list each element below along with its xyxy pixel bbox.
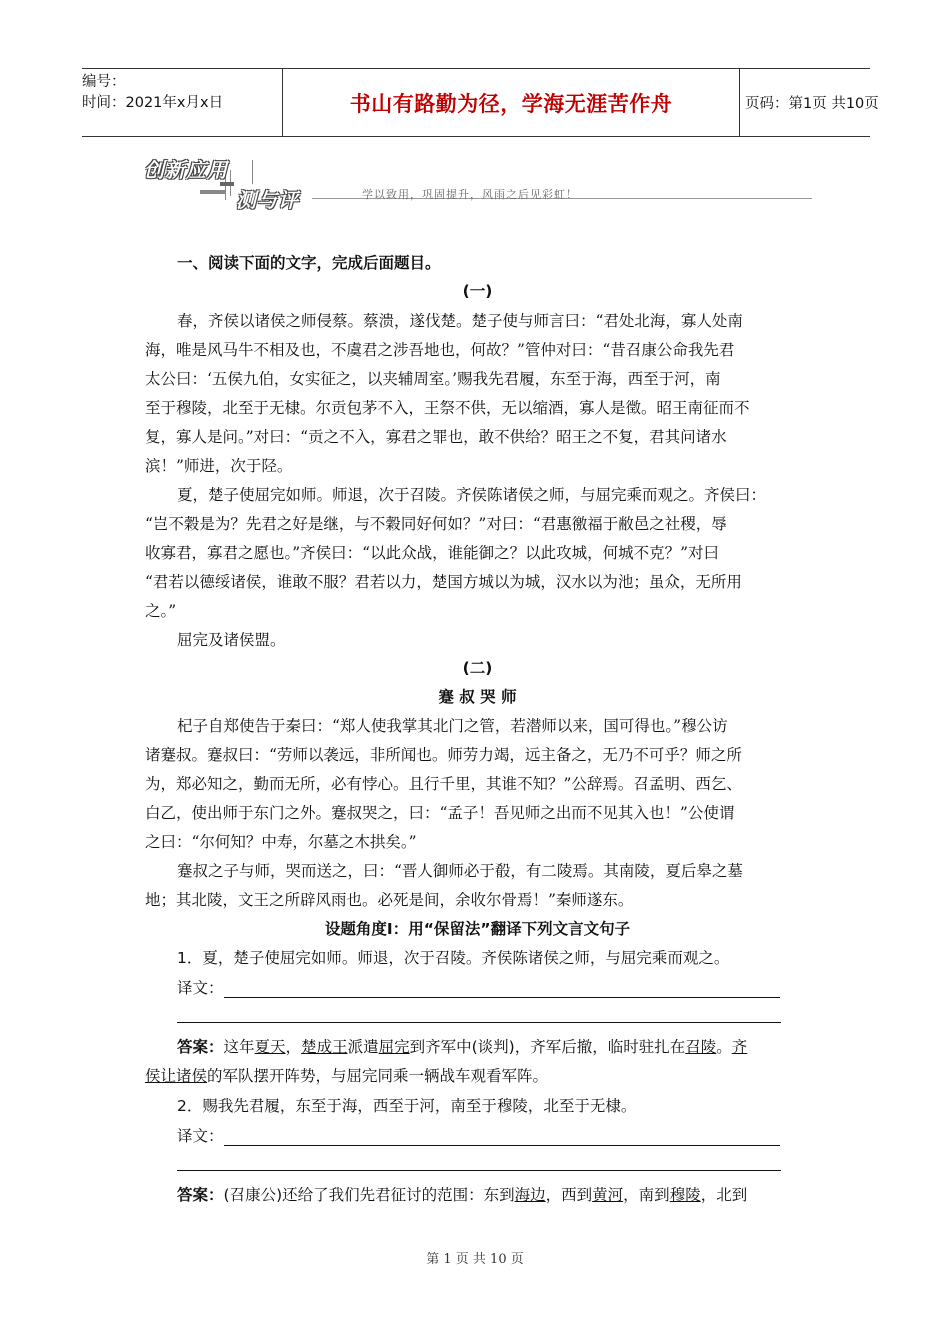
page-info: 页码：第1页 共10页 (745, 96, 879, 112)
answer-text: ， (285, 1038, 302, 1056)
text-line: 为，郑必知之，勤而无所，必有悖心。且行千里，其谁不知？”公辞焉。召孟明、西乞、 (145, 775, 742, 793)
answer-text: 这年 (223, 1038, 255, 1056)
banner-decoration (252, 160, 253, 184)
document-header (82, 68, 879, 137)
answer-text: ，西到 (545, 1186, 593, 1204)
q2-translation-row (177, 1124, 780, 1146)
answer-keyword: 楚成王 (301, 1038, 348, 1056)
answer-keyword: 齐 (731, 1038, 748, 1056)
answer-keyword: 夏天 (254, 1038, 286, 1056)
q1-answer-line-2 (145, 1064, 548, 1086)
text-line: 白乙，使出师于东门之外。蹇叔哭之，曰：“孟子！吾见师之出而不见其入也！”公使谓 (145, 804, 735, 822)
part2-title: 蹇 叔 哭 师 (438, 688, 517, 706)
question-1: 1．夏，楚子使屈完如师。师退，次于召陵。齐侯陈诸侯之师，与屈完乘而观之。 (177, 949, 730, 967)
banner-logo-bottom: 测与评 (236, 188, 299, 212)
answer-keyword: 召陵 (685, 1038, 717, 1056)
text-line: 蹇叔之子与师，哭而送之，曰：“晋人御师必于殽，有二陵焉。其南陵，夏后皋之墓 (177, 862, 743, 880)
text-line: 太公曰：‘五侯九伯，女实征之，以夹辅周室。’赐我先君履，东至于海，西至于河，南 (145, 370, 721, 388)
question-2: 2．赐我先君履，东至于海，西至于河，南至于穆陵，北至于无棣。 (177, 1097, 637, 1115)
angle-title: 设题角度Ⅰ：用“保留法”翻译下列文言文句子 (324, 920, 631, 938)
text-line: 之。” (145, 602, 177, 620)
answer-text: (召康公)还给了我们先君征讨的范围：东到 (223, 1186, 515, 1204)
text-line: 之曰：“尔何知？中寿，尔墓之木拱矣。” (145, 833, 417, 851)
answer-keyword: 屈完 (378, 1038, 410, 1056)
motto: 书山有路勤为径，学海无涯苦作舟 (349, 90, 673, 116)
part2-heading: (二) (462, 659, 493, 677)
text-line: 至于穆陵，北至于无棣。尔贡包茅不入，王祭不供，无以缩酒，寡人是徵。昭王南征而不 (145, 399, 750, 417)
translation-blank[interactable] (177, 1004, 781, 1023)
translation-blank[interactable] (224, 979, 780, 998)
text-line: 海，唯是风马牛不相及也，不虞君之涉吾地也，何故？”管仲对曰：“昔召康公命我先君 (145, 341, 735, 359)
text-line: 复，寡人是问。”对曰：“贡之不入，寡君之罪也，敢不供给？昭王之不复，君其问诸水 (145, 428, 727, 446)
text-line: 收寡君，寡君之愿也。”齐侯曰：“以此众战，谁能御之？以此攻城，何城不克？”对曰 (145, 544, 720, 562)
text-line: “君若以德绥诸侯，谁敢不服？君若以力，楚国方城以为城，汉水以为池；虽众，无所用 (145, 573, 742, 591)
q2-answer (177, 1183, 747, 1205)
section-banner (140, 152, 820, 212)
part1-heading: (一) (462, 282, 493, 300)
text-line: 滨！”师进，次于陉。 (145, 457, 293, 475)
text-line: 屈完及诸侯盟。 (177, 631, 286, 649)
answer-text: 到齐军中(谈判)，齐军后撤，临时驻扎在 (409, 1038, 686, 1056)
text-line: 春，齐侯以诸侯之师侵蔡。蔡溃，遂伐楚。楚子使与师言曰：“君处北海，寡人处南 (177, 312, 743, 330)
text-line: 杞子自郑使告于秦曰：“郑人使我掌其北门之管，若潜师以来，国可得也。”穆公访 (177, 717, 728, 735)
q1-translation-row (177, 976, 780, 998)
section-title: 一、阅读下面的文字，完成后面题目。 (177, 254, 441, 272)
number-label: 编号： (82, 74, 126, 90)
answer-keyword: 让 (160, 1067, 177, 1085)
header-meta (82, 69, 282, 139)
banner-logo-top: 创新应用 (144, 158, 228, 182)
banner-slogan: 学以致用，巩固提升，风雨之后见彩虹！ (362, 188, 578, 201)
q2-translation-row-2 (177, 1152, 781, 1171)
answer-text: 的军队摆开阵势，与屈完同乘一辆战车观看军阵。 (207, 1067, 549, 1085)
answer-text: ，南到 (623, 1186, 670, 1204)
text-line: 诸蹇叔。蹇叔曰：“劳师以袭远，非所闻也。师劳力竭，远主备之，无乃不可乎？师之所 (145, 746, 742, 764)
text-line: “岂不穀是为？先君之好是继，与不穀同好何如？”对曰：“君惠徼福于敝邑之社稷，辱 (145, 515, 727, 533)
answer-keyword: 诸侯 (176, 1067, 208, 1085)
banner-decoration (200, 190, 226, 194)
q1-answer (177, 1035, 747, 1057)
answer-text: 。 (716, 1038, 732, 1056)
answer-label: 答案： (177, 1186, 224, 1204)
answer-label: 答案： (177, 1038, 224, 1056)
time-label: 时间：2021年x月x日 (82, 95, 224, 111)
translation-blank[interactable] (177, 1152, 781, 1171)
answer-keyword: 海边 (514, 1186, 546, 1204)
header-motto-cell (282, 69, 740, 136)
translate-label: 译文： (177, 1127, 224, 1145)
text-line: 夏，楚子使屈完如师。师退，次于召陵。齐侯陈诸侯之师，与屈完乘而观之。齐侯曰： (177, 486, 767, 504)
q1-translation-row-2 (177, 1004, 781, 1023)
translation-blank[interactable] (224, 1127, 780, 1146)
translate-label: 译文： (177, 979, 224, 997)
page-footer: 第 1 页 共 10 页 (426, 1252, 524, 1267)
answer-keyword: 侯 (145, 1067, 161, 1085)
answer-text: 派遣 (347, 1038, 379, 1056)
answer-keyword: 穆陵 (669, 1186, 701, 1204)
answer-keyword: 黄河 (592, 1186, 624, 1204)
text-line: 地；其北陵，文王之所辟风雨也。必死是间，余收尔骨焉！”秦师遂东。 (145, 891, 634, 909)
answer-text: ，北到 (700, 1186, 748, 1204)
